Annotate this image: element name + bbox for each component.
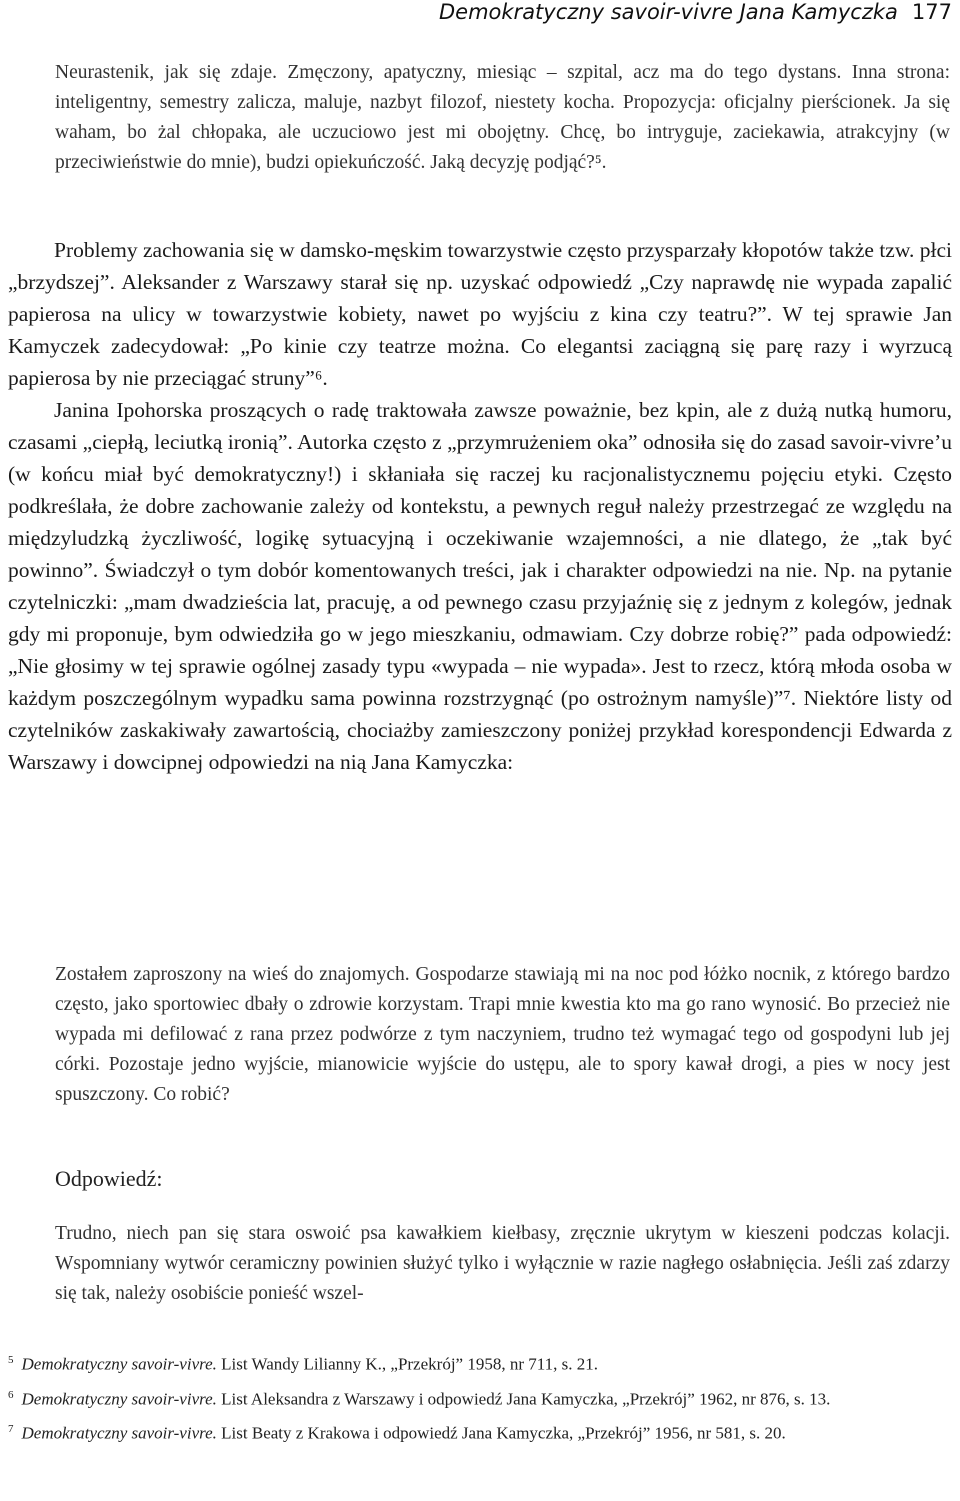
footnote-text: List Beaty z Krakowa i odpowiedź Jana Kamyczka, „Przekrój” 1956, nr 581, s. 20.: [221, 1423, 786, 1443]
footnote-5: [8, 1348, 952, 1377]
footnote-title: Demokratyczny savoir-vivre.: [21, 1423, 217, 1443]
footnote-text: List Aleksandra z Warszawy i odpowiedź Jana Kamyczka, „Przekrój” 1962, nr 876, s. 13.: [221, 1389, 831, 1409]
running-header: [439, 0, 952, 30]
footnote-text: List Wandy Lilianny K., „Przekrój” 1958, nr 711, s. 21.: [221, 1354, 598, 1374]
quoted-letter-top: [55, 58, 950, 178]
reader-letter: [55, 960, 950, 1110]
page-number: 177: [911, 0, 952, 24]
footnote-title: Demokratyczny savoir-vivre.: [21, 1389, 217, 1409]
footnote-number: 6: [8, 1388, 14, 1401]
footnote-number: 7: [8, 1423, 14, 1436]
body-paragraph-2: Janina Ipohorska proszących o radę traktowała zawsze poważnie, bez kpin, ale z dużą nutką humoru, czasami „ciepłą, leciutką ironią”. Autorka często z „przymrużeniem oka” odnosiła się do zasad savoir-vivre’u (w końcu miał być demokratyczny!) i skłaniała się raczej ku racjonalistycznemu pojęciu etyki. Często podkreślała, że dobre zachowanie zależy od kontekstu, a pewnych reguł należy przestrzegać ze względu na międzyludzką życzliwość, logikę sytuacyjną i oczekiwanie wzajemności, a nie dlatego, że „tak być powinno”. Świadczył o tym dobór komentowanych treści, jak i charakter odpowiedzi na nie. Np. na pytanie czytelniczki: „mam dwadzieścia lat, pracuję, a od pewnego czasu przyjaźnię się z jednym z kolegów, jednak gdy mi proponuje, bym odwiedziła go w jego mieszkaniu, odmawiam. Czy dobrze robię?” pada odpowiedź: „Nie głosimy w tej sprawie ogólnej zasady typu «wypada – nie wypada». Jest to rzecz, którą młoda osoba w każdym poszczególnym wypadku sama powinna rozstrzygnąć (po ostrożnym namyśle)”⁷. Niektóre listy od czytelników zaskakiwały zawartością, chociażby zamieszczony poniżej przykład korespondencji Edwarda z Warszawy i dowcipnej odpowiedzi na nią Jana Kamyczka:: [8, 398, 952, 774]
footnote-7: [8, 1417, 952, 1446]
footnotes: [8, 1348, 952, 1452]
reader-letter-text: Zostałem zaproszony na wieś do znajomych. Gospodarze stawiają mi na noc pod łóżko nocnik, z którego bardzo często, jako sportowiec dbały o zdrowie korzystam. Trapi mnie kwestia kto ma go rano wynosić. Bo przecież nie wypada mi defilować z rana przez podwórze z tym naczyniem, trudno też wymagać tego od gospodyni lub jej córki. Pozostaje jedno wyjście, mianowicie wyjście do ustępu, ale to spory kawał drogi, a pies w nocy jest spuszczony. Co robić?: [55, 964, 950, 1105]
answer-block: [55, 1219, 950, 1309]
footnote-title: Demokratyczny savoir-vivre.: [21, 1354, 217, 1374]
running-title: Demokratyczny savoir-vivre Jana Kamyczka: [439, 0, 898, 24]
quoted-letter-text: Neurastenik, jak się zdaje. Zmęczony, apatyczny, miesiąc – szpital, acz ma do tego dystans. Inna strona: inteligentny, semestry zalicza, maluje, nazbyt filozof, niestety kocha. Propozycja: oficjalny pierścionek. Ja się waham, bo żal chłopaka, ale uczuciowo jest mi obojętny. Chcę, bo intryguje, zaciekawia, atrakcyjny (w przeciwieństwie do mnie), budzi opiekuńczość. Jaką decyzję podjąć?⁵.: [55, 62, 950, 173]
answer-heading: Odpowiedź:: [55, 1166, 163, 1191]
footnote-6: [8, 1383, 952, 1412]
body-paragraph-1: Problemy zachowania się w damsko-męskim towarzystwie często przysparzały kłopotów także tzw. płci „brzydszej”. Aleksander z Warszawy starał się np. uzyskać odpowiedź „Czy naprawdę nie wypada zapalić papierosa na ulicy w towarzystwie kobiety, nawet po wyjściu z kina czy teatru?”. W tej sprawie Jan Kamyczek zadecydował: „Po kinie czy teatrze można. Co elegantsi zaciągną się parę razy i wyrzucą papierosa by nie przeciągać struny”⁶.: [8, 238, 952, 390]
footnote-number: 5: [8, 1354, 14, 1366]
main-text: [8, 234, 952, 778]
answer-text: Trudno, niech pan się stara oswoić psa kawałkiem kiełbasy, zręcznie ukrytym w kieszeni podczas kolacji. Wspomniany wytwór ceramiczny powinien służyć tylko i wyłącznie w razie nagłego osłabnięcia. Jeśli zaś zdarzy się tak, należy osobiście ponieść wszel-: [55, 1223, 950, 1304]
